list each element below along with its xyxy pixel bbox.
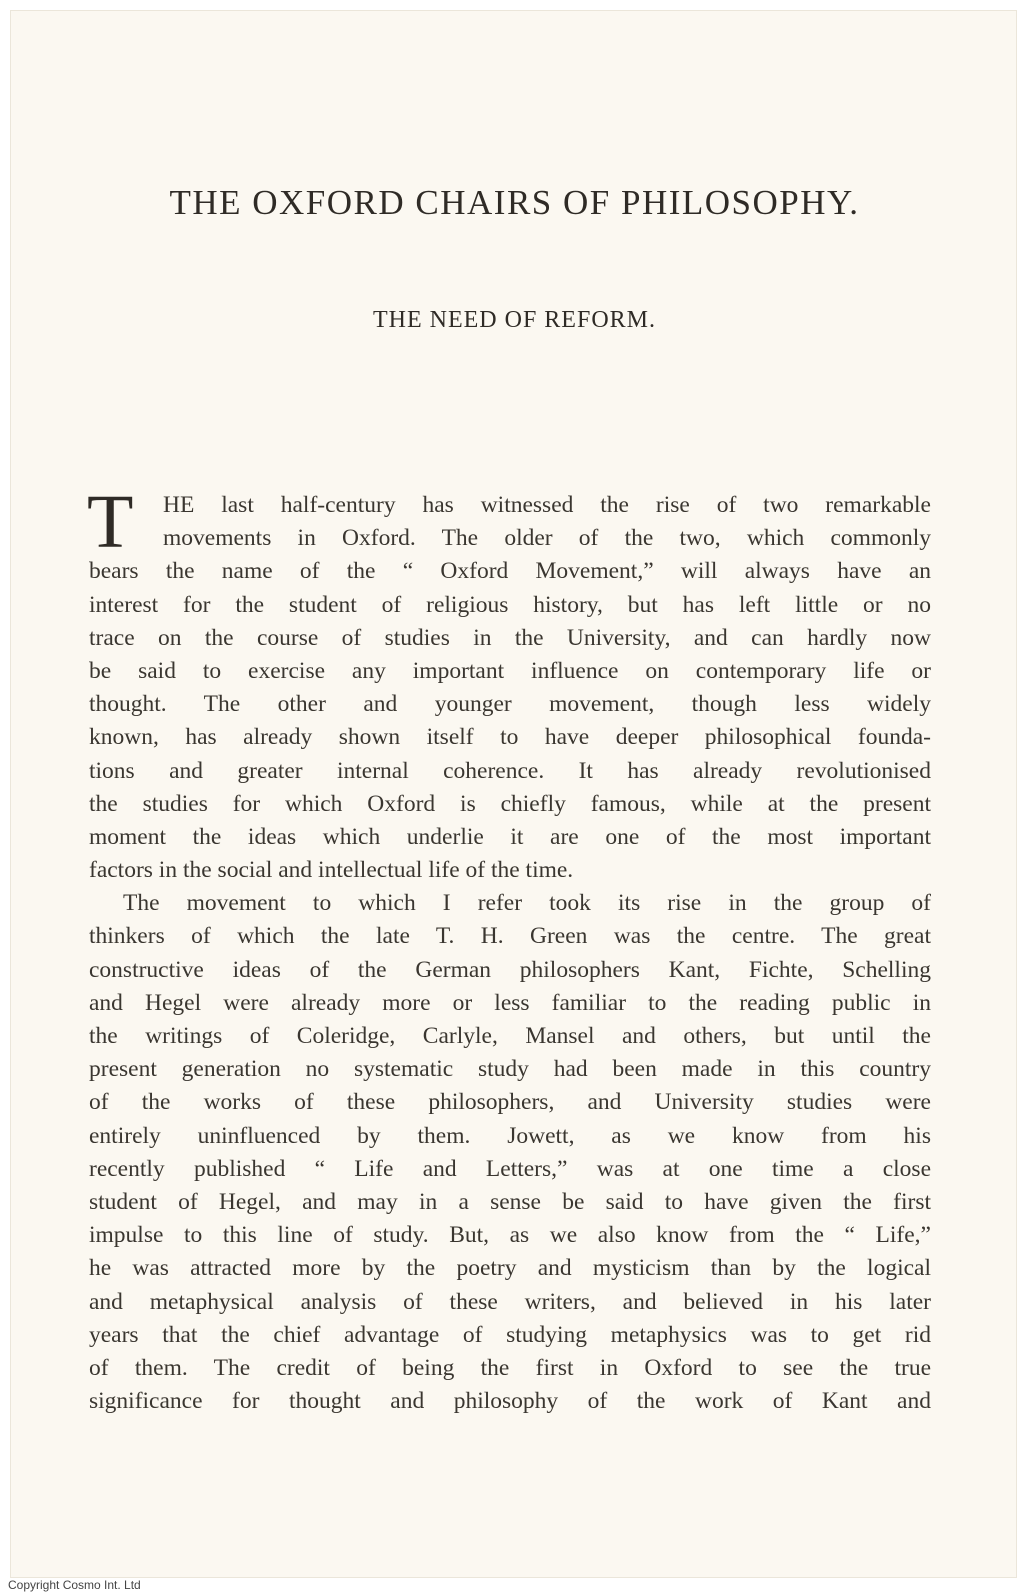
text-line: trace on the course of studies in the University, and can hardly now bbox=[89, 624, 931, 651]
paragraph-2 bbox=[89, 887, 931, 1418]
text-line: years that the chief advantage of studying metaphysics was to get rid bbox=[89, 1321, 931, 1348]
paragraph-1 bbox=[87, 480, 931, 887]
text-line: moment the ideas which underlie it are one of the most important bbox=[89, 823, 931, 850]
text-line: bears the name of the “ Oxford Movement,” will always have an bbox=[89, 558, 931, 585]
article-body bbox=[87, 480, 931, 1418]
text-line: thought. The other and younger movement, though less widely bbox=[89, 691, 931, 718]
text-line: tions and greater internal coherence. It has already revolutionised bbox=[89, 757, 931, 784]
text-line: significance for thought and philosophy of the work of Kant and bbox=[89, 1388, 931, 1415]
text-line: constructive ideas of the German philosophers Kant, Fichte, Schelling bbox=[89, 956, 931, 983]
text-line: of the works of these philosophers, and University studies were bbox=[89, 1089, 931, 1116]
text-line: entirely uninfluenced by them. Jowett, as we know from his bbox=[89, 1122, 931, 1149]
text-line: impulse to this line of study. But, as we also know from the “ Life,” bbox=[89, 1222, 931, 1249]
text-line: thinkers of which the late T. H. Green was the centre. The great bbox=[89, 923, 931, 950]
section-subtitle: THE NEED OF REFORM. bbox=[372, 307, 656, 333]
text-line: factors in the social and intellectual life of the time. bbox=[89, 857, 574, 884]
text-line: be said to exercise any important influence on contemporary life or bbox=[89, 657, 931, 684]
text-line: the writings of Coleridge, Carlyle, Mansel and others, but until the bbox=[89, 1023, 931, 1049]
text-line: he was attracted more by the poetry and mysticism than by the logical bbox=[89, 1255, 931, 1282]
text-line: HE last half-century has witnessed the rise of two remarkable bbox=[163, 492, 931, 518]
text-line: movements in Oxford. The older of the two, which commonly bbox=[163, 525, 931, 552]
text-line: known, has already shown itself to have deeper philosophical founda- bbox=[89, 724, 931, 751]
text-line: student of Hegel, and may in a sense be said to have given the first bbox=[89, 1188, 931, 1215]
drop-cap: T bbox=[87, 480, 134, 564]
text-line: and metaphysical analysis of these writers, and believed in his later bbox=[89, 1288, 931, 1315]
text-line: The movement to which I refer took its rise in the group of bbox=[123, 890, 931, 917]
text-line: recently published “ Life and Letters,” was at one time a close bbox=[89, 1155, 931, 1182]
text-line: and Hegel were already more or less familiar to the reading public in bbox=[89, 989, 931, 1016]
text-line: the studies for which Oxford is chiefly famous, while at the present bbox=[89, 790, 931, 817]
copyright-footer: Copyright Cosmo Int. Ltd bbox=[8, 1578, 141, 1592]
text-line: interest for the student of religious history, but has left little or no bbox=[89, 591, 931, 618]
page-title: THE OXFORD CHAIRS OF PHILOSOPHY. bbox=[169, 183, 860, 222]
text-line: of them. The credit of being the first in Oxford to see the true bbox=[89, 1354, 931, 1381]
text-line: present generation no systematic study had been made in this country bbox=[89, 1056, 931, 1083]
